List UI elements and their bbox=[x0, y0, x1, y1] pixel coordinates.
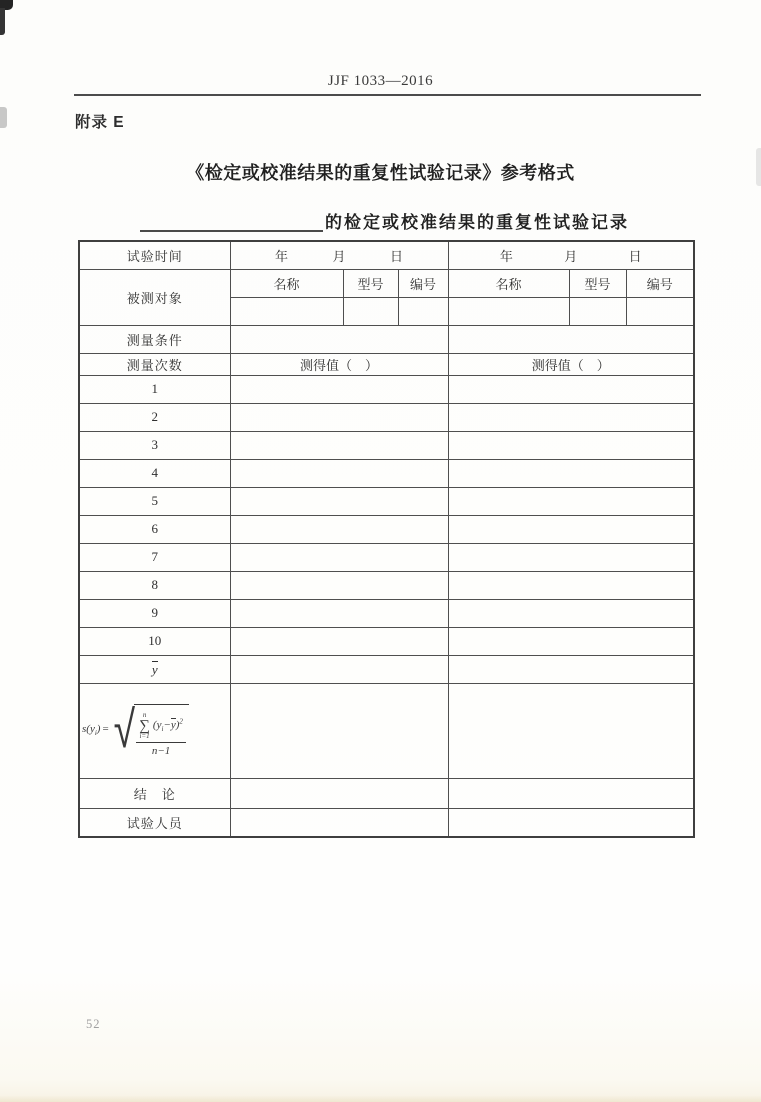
month-label: 月 bbox=[332, 248, 346, 264]
object-model-value-left bbox=[343, 297, 398, 325]
format-title: 《检定或校准结果的重复性试验记录》参考格式 bbox=[186, 163, 575, 183]
day-label: 日 bbox=[389, 248, 403, 264]
mean-symbol-cell bbox=[79, 655, 230, 683]
measurement-row bbox=[79, 627, 694, 655]
measured-value-left bbox=[230, 459, 448, 487]
measurement-number: 9 bbox=[79, 599, 230, 627]
measured-value-right bbox=[448, 571, 694, 599]
measurement-number: 3 bbox=[79, 431, 230, 459]
year-label: 年 bbox=[499, 248, 513, 264]
square-root bbox=[110, 699, 189, 760]
deviation-term: $(y_i-y)^2$ bbox=[152, 717, 183, 734]
test-date-left-cell bbox=[230, 241, 448, 269]
object-serial-value-left bbox=[398, 297, 448, 325]
conclusion-value-left bbox=[230, 778, 448, 808]
stddev-formula bbox=[80, 699, 230, 760]
measured-value-left bbox=[230, 599, 448, 627]
row-conclusion bbox=[79, 778, 694, 808]
object-serial-header-left: 编号 bbox=[398, 269, 448, 297]
row-stddev-formula bbox=[79, 683, 694, 778]
mean-value-right bbox=[448, 655, 694, 683]
measured-value-left bbox=[230, 487, 448, 515]
year-label: 年 bbox=[274, 248, 288, 264]
measurement-number: 5 bbox=[79, 487, 230, 515]
measurement-number: 10 bbox=[79, 627, 230, 655]
row-test-time bbox=[79, 241, 694, 269]
page-number: 52 bbox=[86, 1017, 101, 1031]
conclusion-label: 结 论 bbox=[79, 778, 230, 808]
measurement-row bbox=[79, 487, 694, 515]
measurement-number: 8 bbox=[79, 571, 230, 599]
measurement-row bbox=[79, 459, 694, 487]
radical-sign-icon: √ bbox=[113, 699, 135, 760]
day-label: 日 bbox=[628, 248, 642, 264]
row-test-personnel bbox=[79, 808, 694, 837]
conditions-value-left bbox=[230, 325, 448, 353]
measured-value-left bbox=[230, 543, 448, 571]
measured-value-right bbox=[448, 599, 694, 627]
measurement-number: 2 bbox=[79, 403, 230, 431]
measured-value-left bbox=[230, 627, 448, 655]
stddev-formula-cell bbox=[79, 683, 230, 778]
measured-value-right bbox=[448, 431, 694, 459]
summation-symbol: n ∑ i=1 bbox=[139, 710, 150, 741]
test-time-label: 试验时间 bbox=[79, 241, 230, 269]
object-model-header-right: 型号 bbox=[569, 269, 626, 297]
radicand bbox=[134, 704, 189, 757]
measurement-row bbox=[79, 543, 694, 571]
record-title-line bbox=[140, 208, 629, 233]
personnel-value-right bbox=[448, 808, 694, 837]
measurement-row bbox=[79, 599, 694, 627]
measured-value-left bbox=[230, 431, 448, 459]
measured-value-left bbox=[230, 571, 448, 599]
object-name-header-left: 名称 bbox=[230, 269, 343, 297]
stddev-value-left bbox=[230, 683, 448, 778]
measurement-row bbox=[79, 515, 694, 543]
measured-value-right bbox=[448, 375, 694, 403]
measurement-row bbox=[79, 403, 694, 431]
measured-value-right bbox=[448, 515, 694, 543]
object-model-value-right bbox=[569, 297, 626, 325]
record-title: 的检定或校准结果的重复性试验记录 bbox=[325, 213, 629, 232]
denominator: n−1 bbox=[151, 745, 171, 758]
row-mean bbox=[79, 655, 694, 683]
measured-value-right bbox=[448, 627, 694, 655]
measurement-number: 1 bbox=[79, 375, 230, 403]
measured-value-right bbox=[448, 403, 694, 431]
conditions-label: 测量条件 bbox=[79, 325, 230, 353]
measurement-row bbox=[79, 431, 694, 459]
conditions-value-right bbox=[448, 325, 694, 353]
measured-value-right bbox=[448, 543, 694, 571]
measured-value-right bbox=[448, 459, 694, 487]
y-bar-symbol: y bbox=[151, 661, 158, 677]
measured-value-left bbox=[230, 375, 448, 403]
measured-object-label: 被测对象 bbox=[79, 269, 230, 325]
mean-value-left bbox=[230, 655, 448, 683]
row-measurement-count-header bbox=[79, 353, 694, 375]
object-name-header-right: 名称 bbox=[448, 269, 569, 297]
object-name-value-right bbox=[448, 297, 569, 325]
scan-artifact-top-left-2 bbox=[0, 8, 5, 35]
personnel-label: 试验人员 bbox=[79, 808, 230, 837]
measurement-number: 6 bbox=[79, 515, 230, 543]
measurement-number: 7 bbox=[79, 543, 230, 571]
measured-value-header-left: 测得值（ ） bbox=[230, 353, 448, 375]
object-serial-value-right bbox=[626, 297, 694, 325]
row-measured-object-header bbox=[79, 269, 694, 297]
object-serial-header-right: 编号 bbox=[626, 269, 694, 297]
formula-lhs: $s(y_i)$ = bbox=[82, 723, 109, 738]
test-date-right-cell bbox=[448, 241, 694, 269]
scan-artifact-bottom-edge bbox=[0, 1095, 761, 1102]
count-label: 测量次数 bbox=[79, 353, 230, 375]
measured-value-left bbox=[230, 403, 448, 431]
measured-value-left bbox=[230, 515, 448, 543]
scan-artifact-top-left bbox=[0, 0, 13, 10]
object-model-header-left: 型号 bbox=[343, 269, 398, 297]
measured-value-header-right: 测得值（ ） bbox=[448, 353, 694, 375]
month-label: 月 bbox=[564, 248, 578, 264]
repeatability-record-table bbox=[78, 240, 695, 838]
document-code: JJF 1033—2016 bbox=[327, 73, 434, 89]
measurement-number: 4 bbox=[79, 459, 230, 487]
measured-value-right bbox=[448, 487, 694, 515]
measurement-row bbox=[79, 571, 694, 599]
stddev-value-right bbox=[448, 683, 694, 778]
appendix-label: 附录 E bbox=[75, 114, 125, 131]
object-name-value-left bbox=[230, 297, 343, 325]
header-rule bbox=[74, 94, 701, 96]
conclusion-value-right bbox=[448, 778, 694, 808]
fill-in-blank-line bbox=[140, 210, 323, 232]
personnel-value-left bbox=[230, 808, 448, 837]
row-measurement-conditions bbox=[79, 325, 694, 353]
measurement-row bbox=[79, 375, 694, 403]
scan-artifact-left-edge bbox=[0, 107, 7, 128]
